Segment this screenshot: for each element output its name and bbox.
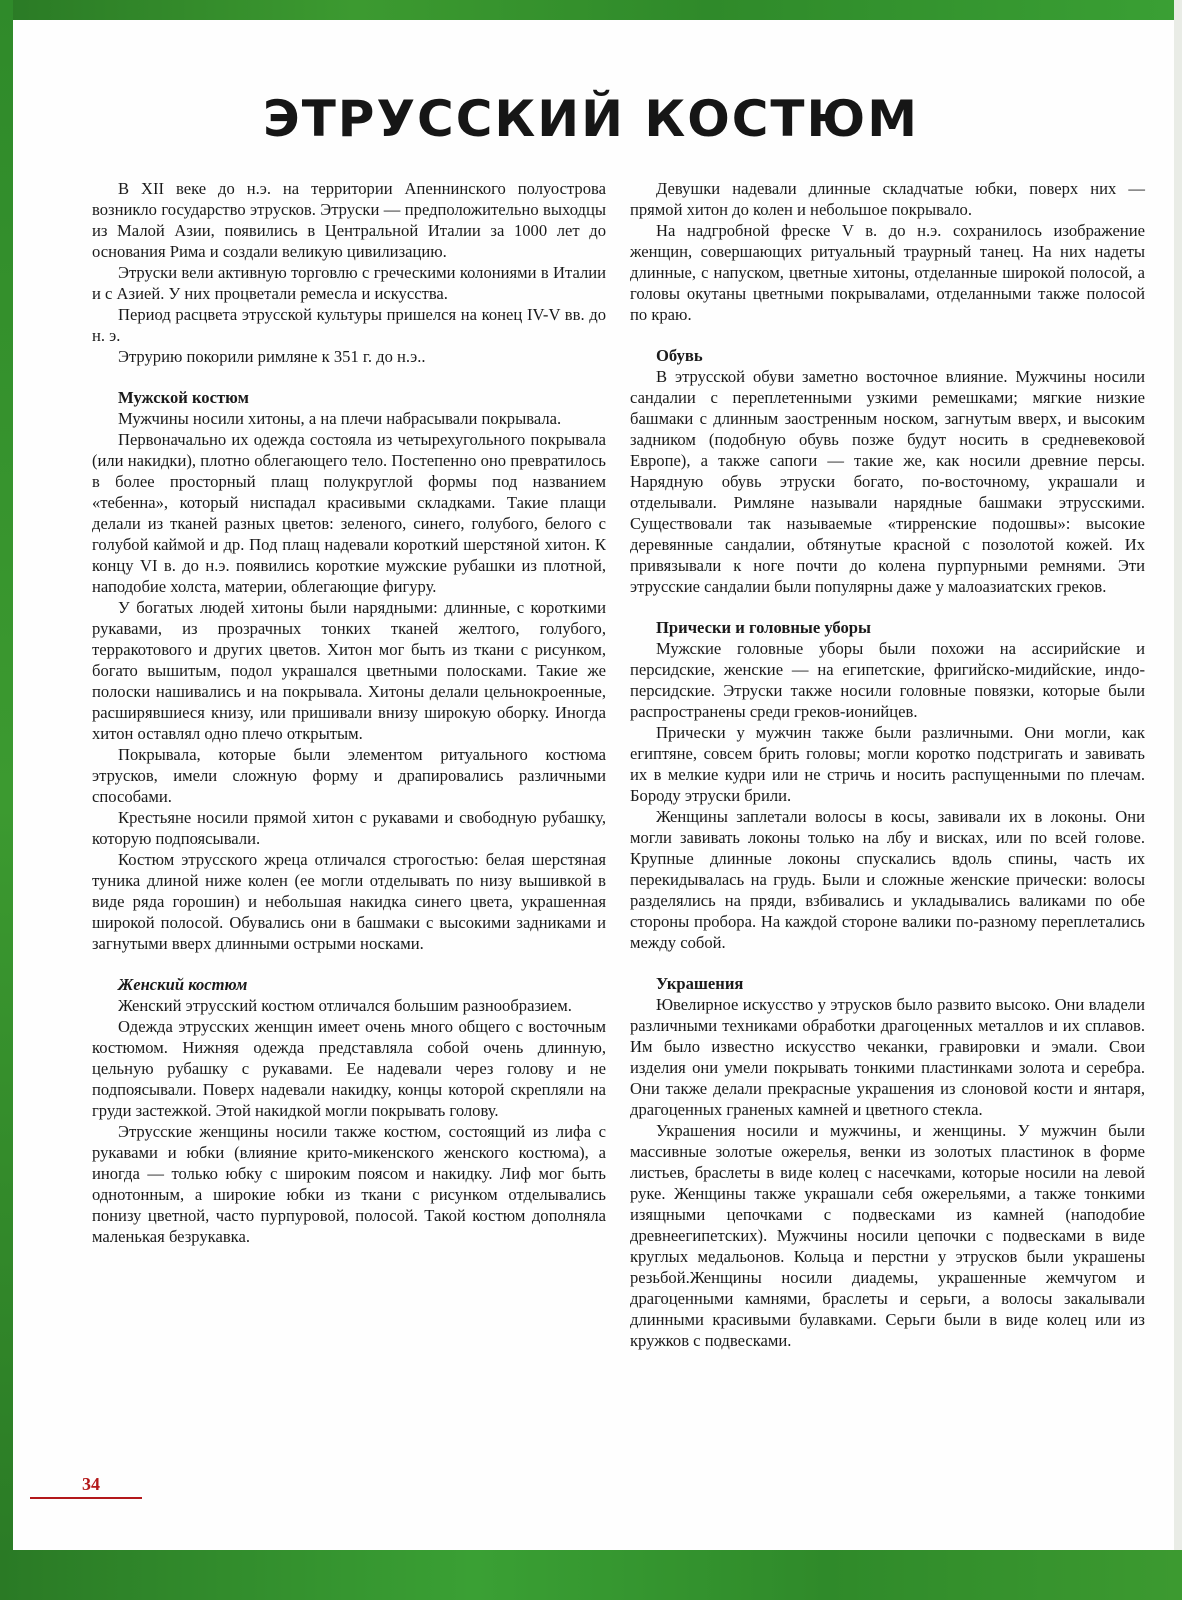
section-heading-shoes: Обувь: [656, 346, 703, 365]
paragraph: Период расцвета этрусской культуры пришелся на конец IV-V вв. до н. э.: [92, 305, 606, 345]
paragraph: У богатых людей хитоны были нарядными: длинные, с короткими рукавами, из прозрачных тонких тканей желтого, голубого, терракотового и других цветов. Хитон мог быть из ткани с рисунком, богато вышитым, подол украшался цветными полосками. Такие же полоски нашивались и на покрывала. Хитоны делали цельнокроенные, расширявшиеся книзу, или пришивали внизу широкую оборку. Иногда хитон оставлял одно плечо открытым.: [92, 598, 606, 743]
paragraph: Этрусские женщины носили также костюм, состоящий из лифа с рукавами и юбки (влияние крито-микенского женского костюма), а иногда — только юбку с широким поясом и накидку. Лиф мог быть однотонным, а широкие юбки из ткани с рисунком отделывались понизу цветной, часто пурпуровой, полосой. Такой костюм дополняла маленькая безрукавка.: [92, 1122, 606, 1246]
page-title: ЭТРУССКИЙ КОСТЮМ: [263, 90, 919, 148]
section-heading-jewelry: Украшения: [656, 974, 744, 993]
section-heading-hair: Прически и головные уборы: [656, 618, 871, 637]
paragraph: Прически у мужчин также были различными. Они могли, как египтяне, совсем брить головы; могли коротко подстригать и завивать их в мелкие кудри или не стричь и носить распущенными по плечам. Бороду этруски брили.: [630, 723, 1145, 805]
left-column: [92, 178, 606, 1247]
right-column: [630, 178, 1145, 1351]
paragraph: Покрывала, которые были элементом ритуального костюма этрусков, имели сложную форму и драпировались различными способами.: [92, 745, 606, 806]
paragraph: Этруски вели активную торговлю с греческими колониями в Италии и с Азией. У них процветали ремесла и искусства.: [92, 263, 606, 303]
page-number-rule: [30, 1497, 142, 1499]
section-heading-female: Женский костюм: [118, 975, 248, 994]
paragraph: Женщины заплетали волосы в косы, завивали их в локоны. Они могли завивать локоны только на лбу и висках, или по всей голове. Крупные длинные локоны спускались вдоль спины, часть их перекидывалась на грудь. Были и сложные женские прически: волосы разделялись на пряди, взбивались и укладывались валиками по обе стороны пробора. На каждой стороне валики по-разному переплетались между собой.: [630, 807, 1145, 952]
paragraph: Украшения носили и мужчины, и женщины. У мужчин были массивные золотые ожерелья, венки из золотых пластинок в форме листьев, браслеты в виде колец с насечками, которые носили на левой руке. Женщины также украшали себя ожерельями, а также тонкими изящными цепочками с подвесками из камней (наподобие древнеегипетских). Мужчины носили цепочки с подвесками в виде круглых медальонов. Кольца и перстни у этрусков были украшены резьбой.Женщины носили диадемы, украшенные жемчугом и драгоценными камнями, браслеты и серьги, а волосы закалывали длинными красивыми булавками. Серьги были в виде колец или из кружков с подвесками.: [630, 1121, 1145, 1350]
paragraph: Первоначально их одежда состояла из четырехугольного покрывала (или накидки), плотно облегающего тело. Постепенно оно превратилось в более просторный плащ полукруглой формы под названием «тебенна», который ниспадал красивыми складками. Такие плащи делали из тканей разных цветов: зеленого, синего, голубого, белого с голубой каймой и др. Под плащ надевали короткий шерстяной хитон. К концу VI в. до н.э. появились короткие мужские рубашки из плотной, наподобие холста, материи, облегающие фигуру.: [92, 430, 606, 596]
paragraph: Женский этрусский костюм отличался большим разнообразием.: [118, 996, 572, 1015]
paragraph: Этрурию покорили римляне к 351 г. до н.э..: [118, 347, 426, 366]
page-number: 34: [82, 1474, 100, 1494]
paragraph: Костюм этрусского жреца отличался строгостью: белая шерстяная туника длиной ниже колен (ее могли отделывать по низу вышивкой в виде ряда горошин) и небольшая накидка синего цвета, украшенная широкой полосой. Обувались они в башмаки с высокими задниками и загнутыми вверх длинными острыми носками.: [92, 850, 606, 953]
section-heading-male: Мужской костюм: [118, 388, 249, 407]
top-green-border: [0, 0, 1182, 20]
paragraph: Крестьяне носили прямой хитон с рукавами и свободную рубашку, которую подпоясывали.: [92, 808, 606, 848]
left-green-border: [0, 0, 13, 1600]
bottom-green-border: [0, 1550, 1182, 1600]
paragraph: В этрусской обуви заметно восточное влияние. Мужчины носили сандалии с переплетенными узкими ремешками; мягкие низкие башмаки с длинным заостренным носком, загнутым вверх, и высоким задником (подобную обувь позже будут носить в средневековой Европе), а также сапоги — такие же, как носили древние персы. Нарядную обувь этруски богато, по-восточному, украшали и отделывали. Римляне называли нарядные башмаки этрусскими. Существовали так называемые «тирренские подошвы»: высокие деревянные сандалии, обтянутые красной с позолотой кожей. Их привязывали к ноге почти до колена пурпурными ремнями. Эти этрусские сандалии были популярны даже у малоазиатских греков.: [630, 367, 1145, 596]
paragraph: Мужчины носили хитоны, а на плечи набрасывали покрывала.: [118, 409, 562, 428]
paragraph: Девушки надевали длинные складчатые юбки, поверх них — прямой хитон до колен и небольшое покрывало.: [630, 179, 1145, 219]
paragraph: На надгробной фреске V в. до н.э. сохранилось изображение женщин, совершающих ритуальный траурный танец. На них надеты длинные, с напуском, цветные хитоны, отделанные широкой полосой, а головы окутаны цветными покрывалами, отделанными также полосой по краю.: [630, 221, 1145, 324]
paragraph: В XII веке до н.э. на территории Апеннинского полуострова возникло государство этрусков. Этруски — предположительно выходцы из Малой Азии, появились в Центральной Италии за 1000 лет до основания Рима и создали великую цивилизацию.: [92, 179, 606, 261]
paragraph: Одежда этрусских женщин имеет очень много общего с восточным костюмом. Нижняя одежда представляла собой очень длинную, цельную рубашку с рукавами. Ее надевали через голову и не подпоясывали. Поверх надевали накидку, концы которой скрепляли на груди застежкой. Этой накидкой могли покрывать голову.: [92, 1017, 606, 1120]
paragraph: Ювелирное искусство у этрусков было развито высоко. Они владели различными техниками обработки драгоценных металлов и их сплавов. Им было известно искусство чеканки, гравировки и эмали. Свои изделия они умели покрывать тонкими пластинками золота и серебра. Они также делали прекрасные украшения из слоновой кости и янтаря, драгоценных граненых камней и цветного стекла.: [630, 995, 1145, 1119]
right-page-edge: [1174, 0, 1182, 1600]
paragraph: Мужские головные уборы были похожи на ассирийские и персидские, женские — на египетские, фригийско-мидийские, индо-персидские. Этруски также носили головные повязки, которые были распространены среди греков-ионийцев.: [630, 639, 1145, 721]
